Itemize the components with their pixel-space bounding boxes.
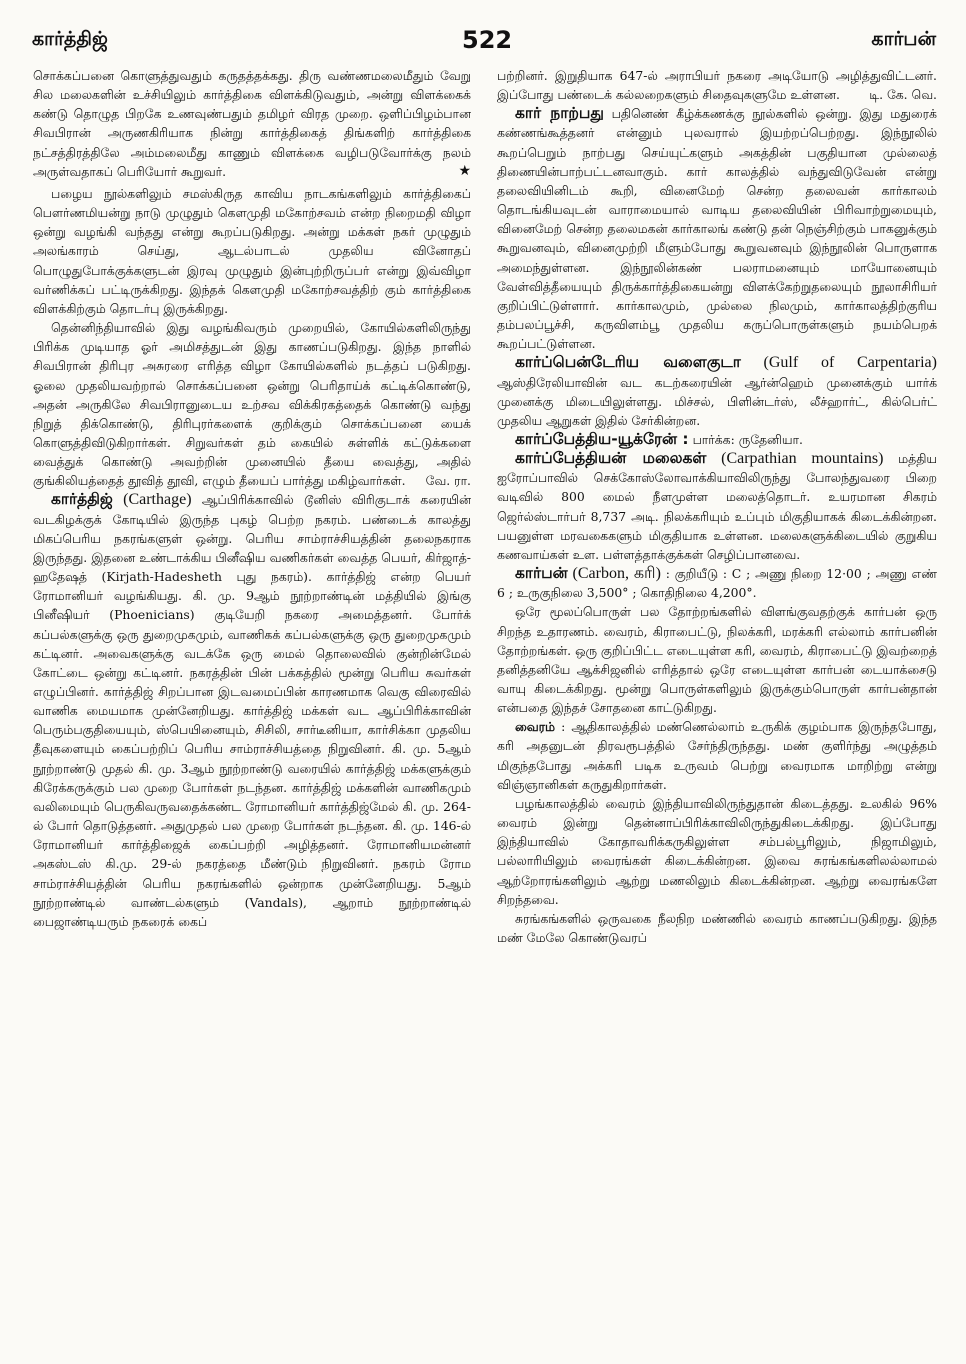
entry-latin-carbon: (Carbon, கரி) (572, 565, 661, 583)
page-number: 522 (462, 26, 513, 54)
right-column (497, 66, 937, 1356)
entry-heading-karnarpathu: கார் நாற்பது (515, 104, 604, 123)
entry-heading-carpathian: கார்ப்பேத்தியன் மலைகள் (515, 449, 707, 468)
karthigai-paragraph-1: சொக்கப்பனை கொளுத்துவதும் கருதத்தக்கது. திரு வண்ணமலைமீதும் வேறு சில மலைகளின் உச்சியிலும் கார்த்திகை விளக்கிடுவதும், அன்று விளக்கைக் கண்டு தொழுத பிறகே உணவுண்பதும் தமிழர் விரத முறை. ஒளிப்பிழம்பான சிவபிரான் அருணகிரியாக நின்று கார்த்திகைத் திங்களிற் கார்த்திகை நட்சத்திரத்திலே அம்மலைமீது காணும் விளக்கை வழிபடுவோர்க்கு நலம் அருள்வதாகப் பெரியோர் கூறுவர். ★ (33, 66, 471, 181)
carbon-properties: : குறியீடு : C ; அணு நிறை 12·00 ; அணு எண் 6 ; உருகுநிலை 3,500° ; கொதிநிலை 4,200°. (497, 566, 937, 601)
running-head-right: கார்பன் (871, 28, 936, 50)
entry-gulf-of-carpentaria: கார்ப்பென்டேரிய வளைகுடா (Gulf of Carpentaria) ஆஸ்திரேலியாவின் வட கடற்கரையின் ஆர்ன்ஹெம் முனைக்கும் யார்க் முனைக்கு மிடையிலுள்ளது. மிச்சல், பிளின்டர்ஸ், லீச்ஹார்ட், கில்பெர்ட் முதலிய ஆறுகள் இதில் சேர்கின்றன. (497, 353, 937, 428)
entry-heading-carbon: கார்பன் (515, 564, 568, 583)
entry-heading-ukraine: கார்ப்பேத்திய-யூக்ரேன் : (515, 429, 689, 448)
author-initials: டி. கே. வெ. (869, 87, 937, 103)
carthage-continuation: பற்றினர். இறுதியாக 647-ல் அராபியர் நகரை அடியோடு அழித்துவிட்டனர். இப்போது பண்டைக் கல்லறைகளும் சிதைவுகளுமே உள்ளன. டி. கே. வெ. (497, 66, 937, 104)
entry-latin-carpathian: (Carpathian mountains) (721, 450, 884, 468)
entry-latin-carthage: (Carthage) (123, 491, 192, 509)
entry-heading-gulf: கார்ப்பென்டேரிய வளைகுடா (515, 353, 741, 372)
karthigai-paragraph-3: தென்னிந்தியாவில் இது வழங்கிவரும் முறையில், கோயில்களிலிருந்து பிரிக்க முடியாத ஓர் அமிசத்துடன் இது காணப்படுகிறது. இந்த நாளில் சிவபிரான் திரிபுர அசுரரை எரித்த விழா கோயில்களில் நடத்தப் படுகிறது. ஓலை முதலியவற்றால் சொக்கப்பனை ஒன்று பெரிதாய்க் கட்டிக்கொண்டு, அதன் அருகிலே சிவபிரானுடைய உற்சவ விக்கிரகத்தைக் கொண்டு வந்து நிறுத் திக்கொண்டு, திரிபுரர்களைக் குறிக்கும் சொக்கப்பனை யைக் கொளுத்திவிடுகிறார்கள். சிறுவர்கள் தம் கையில் சுள்ளிக் கட்டுக்களை வைத்துக் கொண்டு அவற்றின் முனையில் தீயை வைத்து, அதில் குங்கிலியத்தைத் தூவித் தூவி, எழும் தீயைப் பார்த்து மகிழ்வார்கள். வே. ரா. (33, 318, 471, 490)
carbon-paragraph-1: ஒரே மூலப்பொருள் பல தோற்றங்களில் விளங்குவதற்குக் கார்பன் ஒரு சிறந்த உதாரணம். வைரம், கிராபைட்டு, நிலக்கரி, மரக்கரி எல்லாம் கார்பனின் தோற்றங்கள். ஒரு குறிப்பிட்ட எடையுள்ள கரி, வைரம், கிராபைட்டு இவற்றைத் தனித்தனியே ஆக்சிஜனில் எரித்தால் ஒரே எடையுள்ள கார்பன் டையாக்சைடு வாயு கிடைக்கிறது. மூன்று பொருள்களிலும் இருக்கும்பொருள் கார்பன்தான் என்பதை இந்தச் சோதனை காட்டுகிறது. (497, 604, 937, 716)
left-column (33, 66, 471, 1356)
entry-carthage (33, 490, 471, 931)
section-end-star-icon: ★ (458, 162, 471, 179)
running-head (32, 26, 936, 60)
subentry-diamond: வைரம் : ஆதிகாலத்தில் மண்ணெல்லாம் உருகிக் குழம்பாக இருந்தபோது, கரி அதனுடன் திரவரூபத்தில் சேர்ந்திருந்தது. மண் குளிர்ந்து அழுத்தம் மிகுந்தபோது அக்கரி படிக உருவம் பெற்று வைரமாக மாறிற்று என்று விஞ்ஞானிகள் கருதுகிறார்கள். (497, 719, 937, 792)
diamond-paragraph-2: பழங்காலத்தில் வைரம் இந்தியாவிலிருந்துதான் கிடைத்தது. உலகில் 96% வைரம் இன்று தென்னாப்பிரிக்காவிலிருந்துகிடைக்கிறது. இப்போது இந்தியாவில் கோதாவரிக்கருகிலுள்ள சம்பல்பூரிலும், நிஜாமிலும், பல்லாரியிலும் வைரங்கள் கிடைக்கின்றன. இவை சுரங்கங்களிலல்லாமல் ஆற்றோரங்களிலும் ஆற்று மணலிலும் கிடைக்கின்றன. ஆற்று வைரங்களே சிறந்தவை. (497, 795, 937, 907)
running-head-left: கார்த்திஜ் (32, 28, 108, 50)
entry-carbon (497, 564, 937, 602)
entry-latin-gulf: (Gulf of Carpentaria) (763, 354, 937, 372)
diamond-paragraph-3: சுரங்கங்களில் ஒருவகை நீலநிற மண்ணில் வைரம் காணப்படுகிறது. இந்த மண் மேலே கொண்டுவரப் (497, 910, 937, 946)
entry-carpatho-ukraine: கார்ப்பேத்திய-யூக்ரேன் : பார்க்க: ருதேனியா. (515, 429, 803, 448)
karthigai-paragraph-2: பழைய நூல்களிலும் சமஸ்கிருத காவிய நாடகங்களிலும் கார்த்திகைப் பௌர்ணமியன்று நாடு முழுதும் கௌமுதி மகோற்சவம் என்ற நிறைமதி விழா ஒன்று வழங்கி வந்தது என்று கூறப்படுகிறது. அன்று மக்கள் நகர் முழுதும் அலங்காரம் செய்து, ஆடல்பாடல் முதலிய வினோதப் பொழுதுபோக்குக்களுடன் இரவு முழுதும் இன்புற்றிருப்பர் என்று இவ்விழா வர்ணிக்கப் பட்டிருக்கிறது. இந்தக் கௌமுதி மகோற்சவத்திற் கும் கார்த்திகை விளக்கிற்கும் தொடர்பு இருக்கிறது. (33, 185, 471, 316)
author-initials: வே. ரா. (425, 473, 471, 489)
entry-heading-carthage: கார்த்திஜ் (51, 490, 113, 509)
entry-carpathian-mountains: கார்ப்பேத்தியன் மலைகள் (Carpathian mountains) மத்திய ஐரோப்பாவில் செக்கோஸ்லோவாக்கியாவிலிருந்து போலந்துவரை பிறை வடிவில் 800 மைல் நீளமுள்ள மலைத்தொடர். உயரமான சிகரம் ஜெர்ல்ஸ்டார்பர் 8,737 அடி. நிலக்கரியும் உப்பும் மிகுதியாகக் கிடைக்கின்றன. பயனுள்ள மரவகைகளும் மிகுதியாக உள்ளன. மலைகளுக்கிடையில் குறுகிய கணவாய்கள் உள. பள்ளத்தாக்குக்கள் செழிப்பானவை. (497, 449, 937, 562)
entry-body-carthage: ஆப்பிரிக்காவில் டூனிஸ் விரிகுடாக் கரையின் வடகிழக்குக் கோடியில் இருந்த புகழ் பெற்ற நகரம். பண்டைக் காலத்து மிகப்பெரிய நகரங்களுள் ஒன்று. பெரிய சாம்ராச்சியத்தின் தலைநகராக இருந்தது. இதனை உண்டாக்கிய பினீஷிய வணிகர்கள் வைத்த பெயர், கிர்ஜாத்-ஹதேஷத் (Kirjath-Hadesheth புது நகரம்). கார்த்திஜ் என்ற பெயர் ரோமானியர் வழங்கியது. கி. மு. 9ஆம் நூற்றாண்டின் மத்தியில் இங்கு பினீஷியர் (Phoenicians) குடியேறி நகரை அமைத்தனர். போர்க் கப்பல்களுக்கு ஒரு துறைமுகமும், வாணிகக் கப்பல்களுக்கு ஒரு துறைமுகமும் கட்டினர். அவைகளுக்கு வடக்கே ஒரு மைல் தொலைவில் குன்றின்மேல் கோட்டை ஒன்று கட்டினர். நகரத்தின் பின் பக்கத்தில் மூன்று பெரிய சுவர்கள் எழுப்பினர். கார்த்திஜ் சிறப்பான இடவமைப்பின் காரணமாக வெகு விரைவில் வாணிக மையமாக முன்னேறியது. கார்த்திஜ் மக்கள் வட ஆப்பிரிக்காவின் பெரும்பகுதியையும், ஸ்பெயினையும், சிசிலி, சார்டீனியா, கார்சிக்கா முதலிய தீவுகளையும் கைப்பற்றிப் பெரிய சாம்ராச்சியத்தை நிறுவினர். கி. மு. 5ஆம் நூற்றாண்டு முதல் கி. மு. 3ஆம் நூற்றாண்டு வரையில் கார்த்திஜ் மக்களுக்கும் கிரேக்கருக்கும் பல முறை போர்கள் நடந்தன. கார்த்திஜ் மக்களின் வாணிகமும் வலிமையும் பெருகிவருவதைக்கண்ட ரோமானியர் கார்த்திஜ்மேல் கி. மு. 264-ல் போர் தொடுத்தனர். அதுமுதல் பல முறை போர்கள் நடந்தன. கி. மு. 146-ல் ரோமானியர் கார்த்திஜைக் கைப்பற்றி அழித்தனர். ரோமானியமன்னர் அகஸ்டஸ் கி.மு. 29-ல் நகரத்தை மீண்டும் நிறுவினர். நகரம் ரோம சாம்ராச்சியத்தின் பெரிய நகரங்களில் ஒன்றாக முன்னேறியது. 5ஆம் நூற்றாண்டில் வாண்டல்களும் (Vandals), ஆறாம் நூற்றாண்டில் பைஜாண்டியரும் நகரைக் கைப் (33, 492, 471, 929)
subheading-diamond: வைரம் (515, 719, 555, 735)
entry-karnarpathu: கார் நாற்பது பதினெண் கீழ்க்கணக்கு நூல்களில் ஒன்று. இது மதுரைக் கண்ணங்கூத்தனர் என்னும் புலவரால் இயற்றப்பெற்றது. இந்நூலில் கூறப்பெறும் நாற்பது செய்யுட்களும் அகத்தின் பகுதியான முல்லைத் திணையின்பாற்பட்டனவாகும். கார் காலத்தில் வந்துவிடுவேன் என்று தலைவியினிடம் கூறி, வினைமேற் சென்ற தலைவன் கார்காலம் தொடங்கியவுடன் வாராமையால் வாடிய தலைவியின் பிரிவாற்றுமையும், வினைமேற் சென்ற தலைமகன் கார்காலங் கண்டு தன் நெஞ்சிற்கும் பாகனுக்கும் கூறுவனவும், வினைமுற்றி மீளும்போது கூறுவனவும் இந்நூலின் பொருளாக அமைந்துள்ளன. இந்நூலின்கண் பலராமனையும் மாயோனையும் வேள்வித்தீயையும் திருக்கார்த்திகையன்று விளக்கேற்றுதலையும் நூலாசிரியர் குறிப்பிட்டுள்ளார். கார்காலமும், முல்லை நிலமும், கார்காலத்திற்குரிய தம்பலப்பூச்சி, கருவிளம்பூ முதலிய கருப்பொருள்களும் நயம்பெறக் கூறப்பட்டுள்ளன. (497, 104, 937, 352)
